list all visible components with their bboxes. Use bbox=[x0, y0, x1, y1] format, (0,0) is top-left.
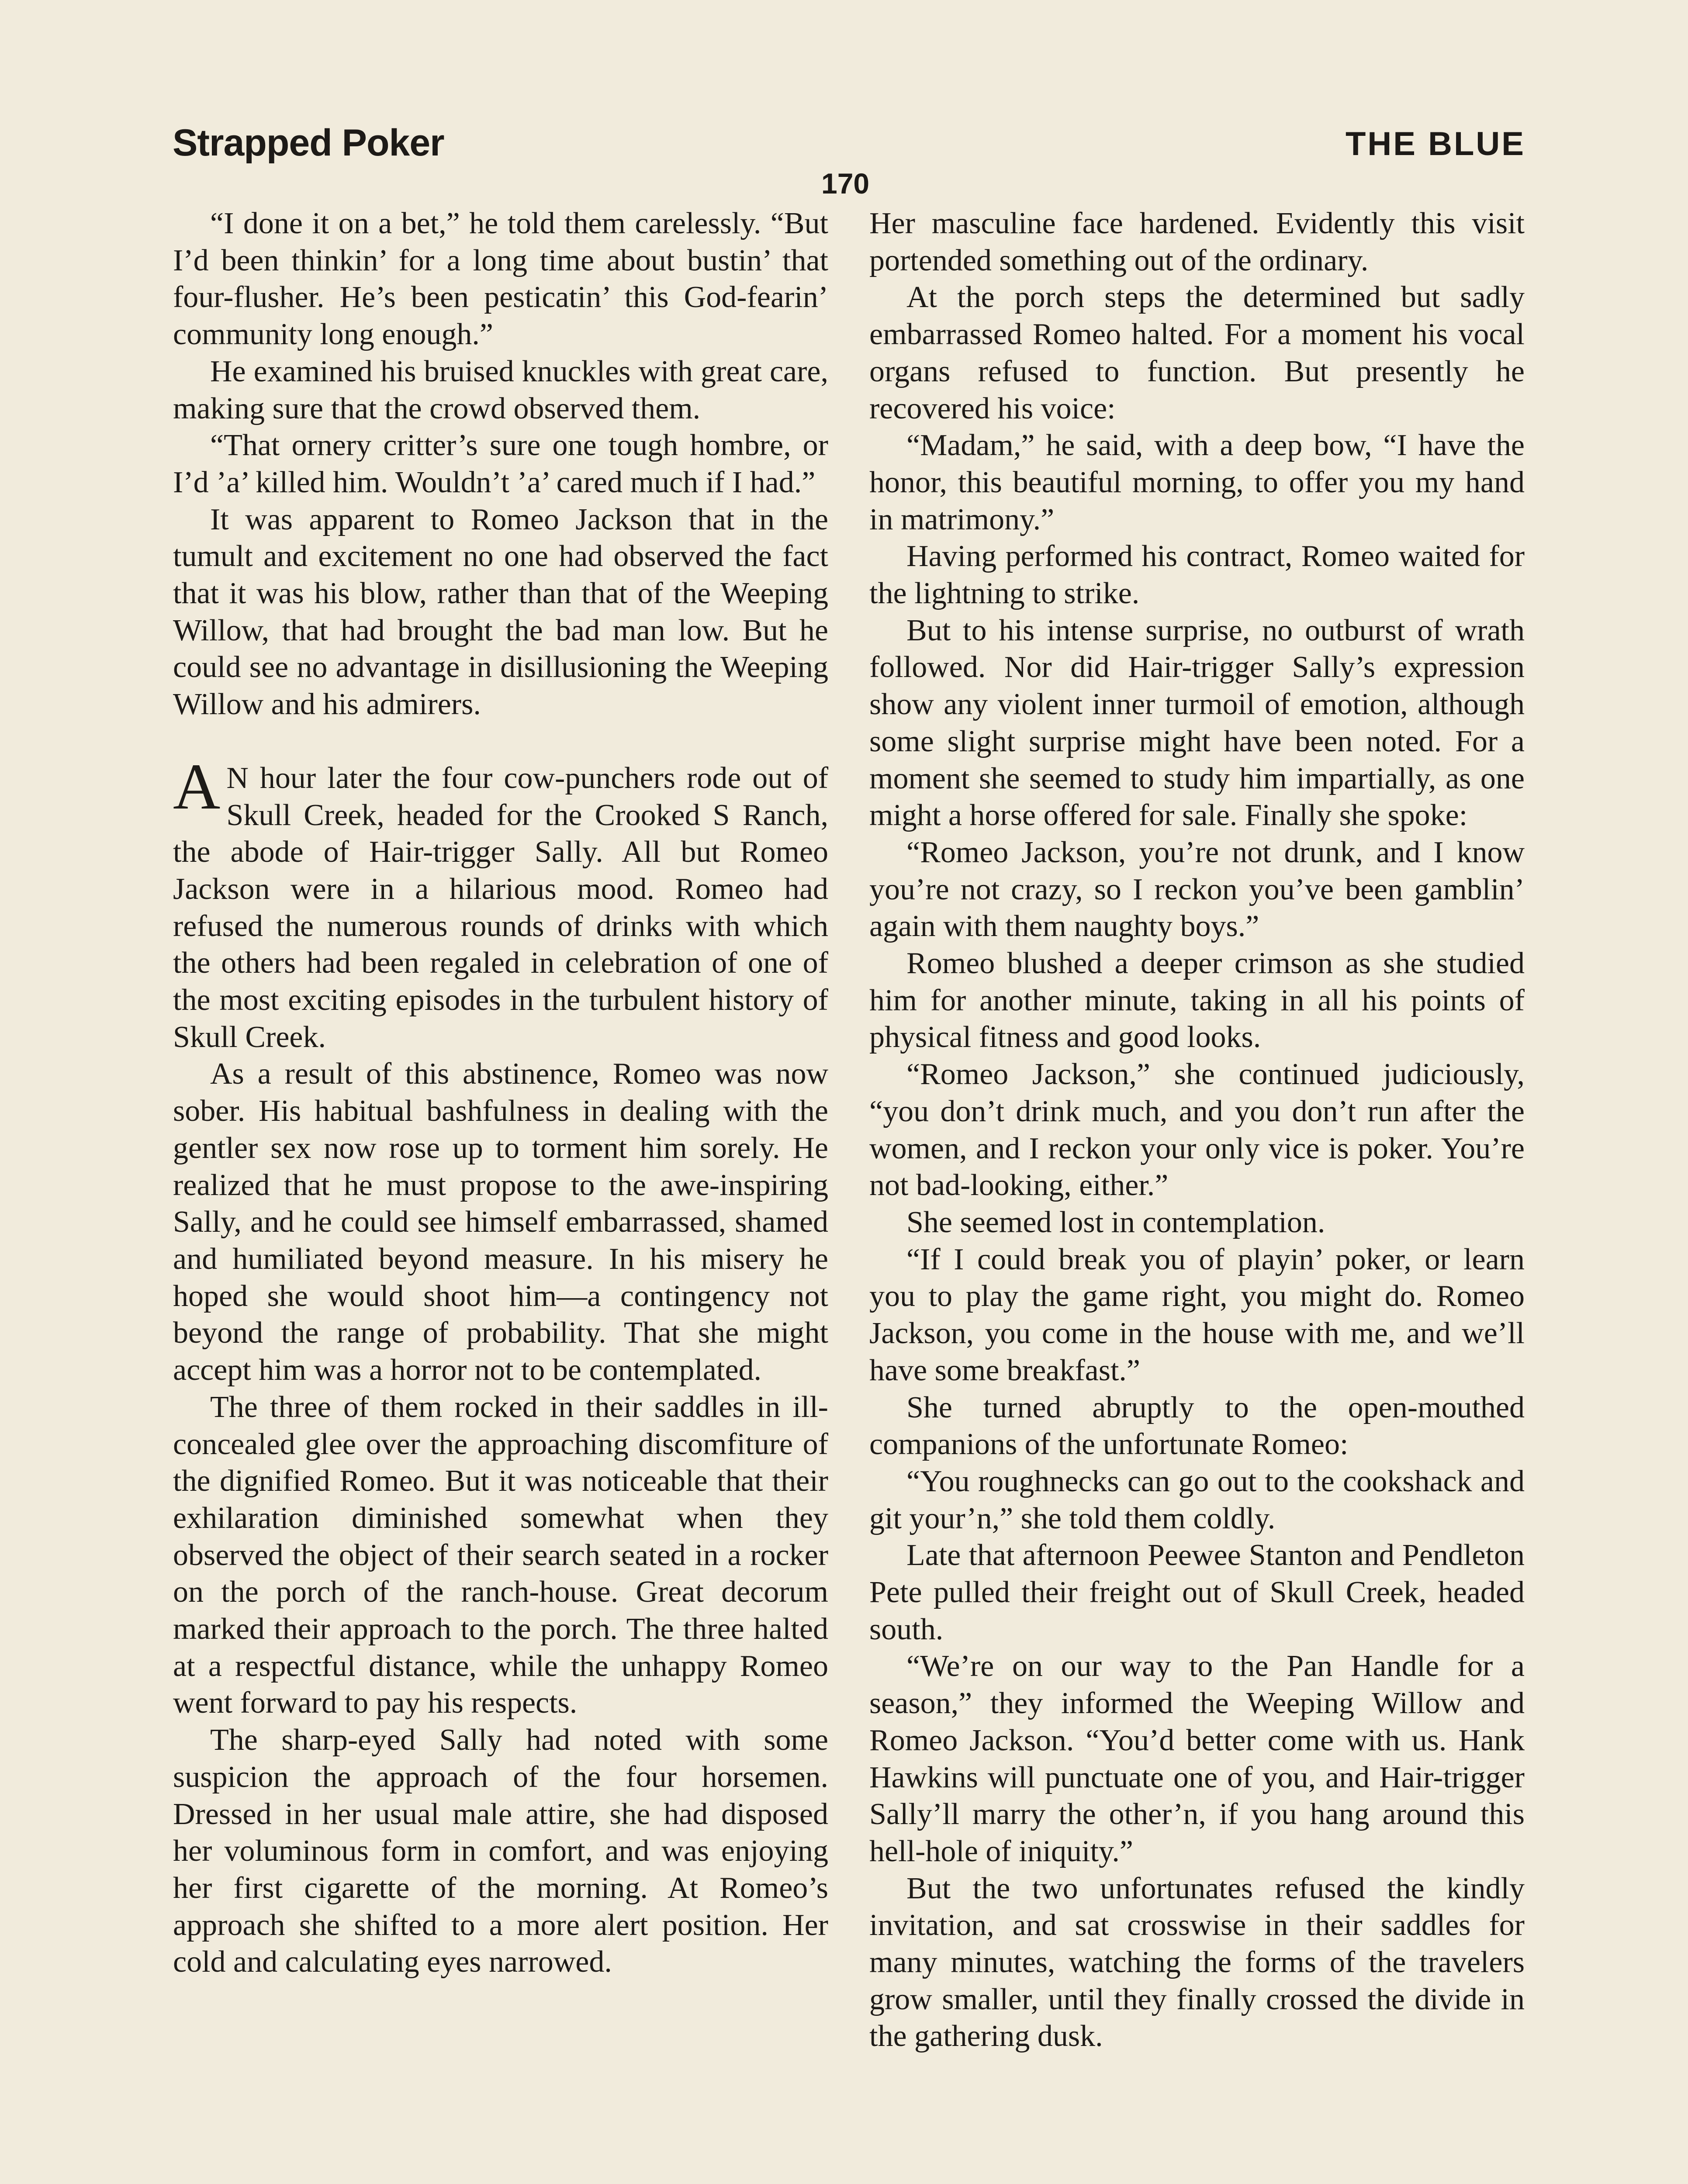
paragraph: “If I could break you of playin’ poker, or learn you to play the game right, you might do. Romeo Jackson, you come in the house with me, and we’ll have some breakfast.” bbox=[869, 1242, 1525, 1387]
paragraph: It was apparent to Romeo Jackson that in the tumult and excitement no one had observed the fact that it was his blow, rather than that of the Weeping Willow, that had brought the bad man low. But he could see no advantage in disillusioning the Weeping Willow and his admirers. bbox=[173, 502, 828, 722]
paragraph: “Madam,” he said, with a deep bow, “I have the honor, this beautiful morning, to offer you my hand in matrimony.” bbox=[869, 429, 1525, 536]
page-number: 170 bbox=[821, 167, 870, 200]
paragraph: He examined his bruised knuckles with great care, making sure that the crowd observed them. bbox=[173, 354, 828, 425]
paragraph: “Romeo Jackson, you’re not drunk, and I know you’re not crazy, so I reckon you’ve been gamblin’ again with them naughty boys.” bbox=[869, 835, 1525, 943]
paragraph: “I done it on a bet,” he told them carelessly. “But I’d been thinkin’ for a long time about bustin’ that four-flusher. He’s been pesticatin’ this God-fearin’ community long enough.” bbox=[173, 207, 828, 352]
paragraph: Having performed his contract, Romeo waited for the lightning to strike. bbox=[869, 539, 1525, 611]
paragraph: The three of them rocked in their saddles in ill-concealed glee over the approaching discomfiture of the dignified Romeo. But it was noticeable that their exhilaration diminished somewhat when they observed the object of their search seated in a rocker on the porch of the ranch-house. Great decorum marked their approach to the porch. The three halted at a respectful distance, while the unhappy Romeo went forward to pay his respects. bbox=[173, 1390, 828, 1720]
paragraph: “Romeo Jackson,” she continued judiciously, “you don’t drink much, and you don’t run after the women, and I reckon your only vice is poker. You’re not bad-looking, either.” bbox=[869, 1057, 1525, 1203]
story-title: Strapped Poker bbox=[173, 122, 444, 164]
paragraph: “You roughnecks can go out to the cookshack and git your’n,” she told them coldly. bbox=[869, 1464, 1525, 1535]
paragraph: But to his intense surprise, no outburst of wrath followed. Nor did Hair-trigger Sally’s expression show any violent inner turmoil of emotion, although some slight surprise might have been noted. For a moment she seemed to study him impartially, as one might a horse offered for sale. Finally she spoke: bbox=[869, 613, 1525, 833]
paragraph: “We’re on our way to the Pan Handle for a season,” they informed the Weeping Willow and Romeo Jackson. “You’d better come with us. Hank Hawkins will punctuate one of you, and Hair-trigger Sally’ll marry the other’n, if you hang around this hell-hole of iniquity.” bbox=[869, 1649, 1525, 1868]
right-column bbox=[869, 205, 1525, 2055]
section-opening-text: N hour later the four cow-punchers rode out of Skull Creek, headed for the Crooked S Ranch, the abode of Hair-trigger Sally. All but Romeo Jackson were in a hilarious mood. Romeo had refused the numerous rounds of drinks with which the others had been regaled in celebration of one of the most exciting episodes in the turbulent history of Skull Creek. bbox=[173, 761, 828, 1054]
left-column bbox=[173, 205, 828, 1981]
paragraph: At the porch steps the determined but sadly embarrassed Romeo halted. For a moment his vocal organs refused to function. But presently he recovered his voice: bbox=[869, 280, 1525, 425]
paragraph: As a result of this abstinence, Romeo was now sober. His habitual bashfulness in dealing with the gentler sex now rose up to torment him sorely. He realized that he must propose to the awe-inspiring Sally, and he could see himself embarrassed, shamed and humiliated beyond measure. In his misery he hoped she would shoot him—a contingency not beyond the range of probability. That she might accept him was a horror not to be contemplated. bbox=[173, 1057, 828, 1387]
paragraph: Late that afternoon Peewee Stanton and Pendleton Pete pulled their freight out of Skull Creek, headed south. bbox=[869, 1538, 1525, 1646]
paragraph: But the two unfortunates refused the kindly invitation, and sat crosswise in their saddles for many minutes, watching the forms of the travelers grow smaller, until they finally crossed the divide in the gathering dusk. bbox=[869, 1871, 1525, 2053]
paragraph: The sharp-eyed Sally had noted with some suspicion the approach of the four horsemen. Dressed in her usual male attire, she had disposed her voluminous form in comfort, and was enjoying her first cigarette of the morning. At Romeo’s approach she shifted to a more alert position. Her cold and calculating eyes narrowed. bbox=[173, 1723, 828, 1979]
section-opening-paragraph bbox=[173, 750, 828, 1056]
continued-paragraph: Her masculine face hardened. Evidently this visit portended something out of the ordinary. bbox=[869, 207, 1525, 277]
magazine-name: THE BLUE bbox=[1346, 125, 1525, 162]
paragraph: She seemed lost in contemplation. bbox=[906, 1205, 1325, 1239]
paragraph: Romeo blushed a deeper crimson as she studied him for another minute, taking in all his points of physical fitness and good looks. bbox=[869, 947, 1525, 1054]
paragraph: “That ornery critter’s sure one tough hombre, or I’d ’a’ killed him. Wouldn’t ’a’ cared much if I had.” bbox=[173, 429, 828, 499]
paragraph: She turned abruptly to the open-mouthed companions of the unfortunate Romeo: bbox=[869, 1390, 1525, 1462]
drop-cap: A bbox=[173, 750, 221, 823]
